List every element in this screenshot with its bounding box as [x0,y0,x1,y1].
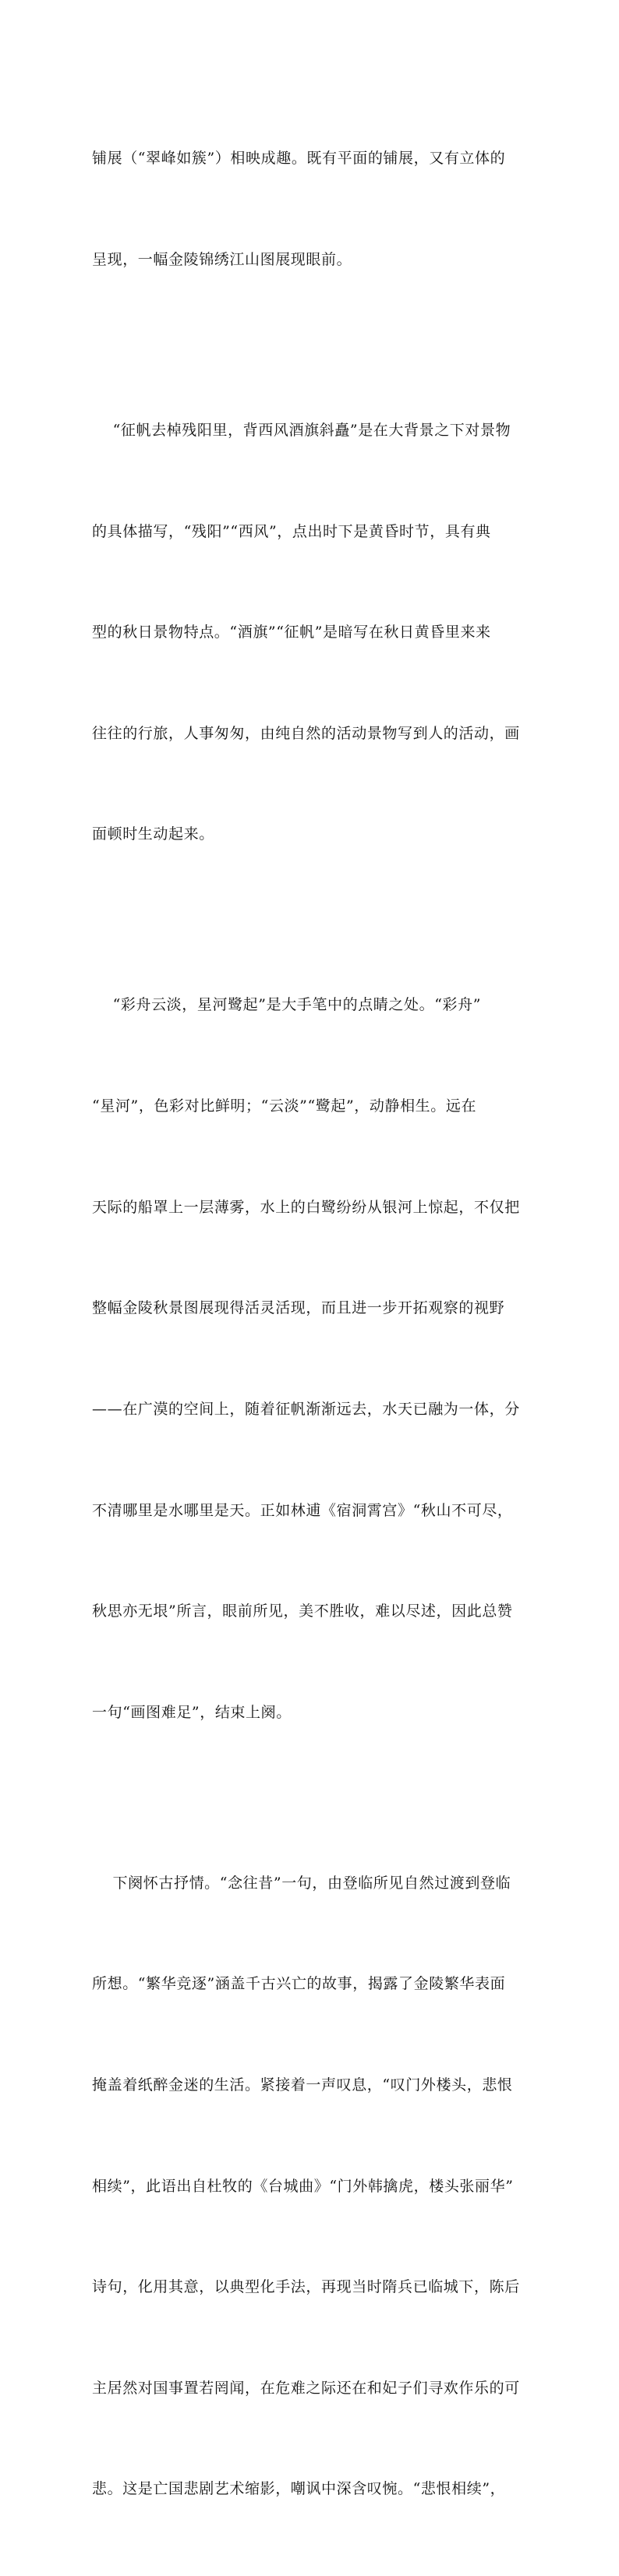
text-line: 呈现，一幅金陵锦绣江山图展现眼前。 [92,251,352,269]
text-line: 相续”，此语出自杜牧的《台城曲》“门外韩擒虎，楼头张丽华” [92,2177,514,2195]
text-line: 掩盖着纸醉金迷的生活。紧接着一声叹息，“叹门外楼头，悲恨 [92,2076,513,2094]
document-page [92,75,525,2576]
text-line: 铺展（“翠峰如簇”）相映成趣。既有平面的铺展，又有立体的 [92,150,506,168]
text-line: “彩舟云淡，星河鹭起”是大手笔中的点睛之处。“彩舟” [92,996,482,1014]
text-line: 诗句，化用其意，以典型化手法，再现当时隋兵已临城下，陈后 [92,2278,520,2296]
text-line: 面顿时生动起来。 [92,825,214,843]
text-line: 一句“画图难足”，结束上阕。 [92,1703,292,1721]
text-line: 天际的船罩上一层薄雾，水上的白鹭纷纷从银河上惊起，不仅把 [92,1198,520,1216]
text-line: 悲。这是亡国悲剧艺术缩影，嘲讽中深含叹惋。“悲恨相续”， [92,2480,506,2498]
text-line: 往往的行旅，人事匆匆，由纯自然的活动景物写到人的活动，画 [92,724,520,742]
paragraph-4 [92,1799,525,2574]
paragraph-2 [92,347,525,919]
text-line: 秋思亦无垠”所言，眼前所见，美不胜收，难以尽述，因此总赞 [92,1602,513,1620]
text-line: 的具体描写，“残阳”“西风”，点出时下是黄昏时节，具有典 [92,522,491,540]
text-line: “征帆去棹残阳里，背西风酒旗斜矗”是在大背景之下对景物 [92,422,511,440]
text-line: 主居然对国事置若罔闻，在危难之际还在和妃子们寻欢作乐的可 [92,2379,520,2397]
text-line: 不清哪里是水哪里是天。正如林逋《宿洞霄宫》“秋山不可尽， [92,1501,513,1519]
paragraph-1 [92,75,525,345]
text-line: ——在广漠的空间上，随着征帆渐渐远去，水天已融为一体，分 [92,1400,520,1418]
text-line: 所想。“繁华竞逐”涵盖千古兴亡的故事，揭露了金陵繁华表面 [92,1975,506,1993]
text-line: “星河”，色彩对比鲜明；“云淡”“鹭起”，动静相生。远在 [92,1097,477,1115]
paragraph-3 [92,921,525,1797]
text-line: 下阕怀古抒情。“念往昔”一句，由登临所见自然过渡到登临 [92,1874,511,1892]
text-line: 型的秋日景物特点。“酒旗”“征帆”是暗写在秋日黄昏里来来 [92,624,491,641]
text-line: 整幅金陵秋景图展现得活灵活现，而且进一步开拓观察的视野 [92,1299,505,1317]
